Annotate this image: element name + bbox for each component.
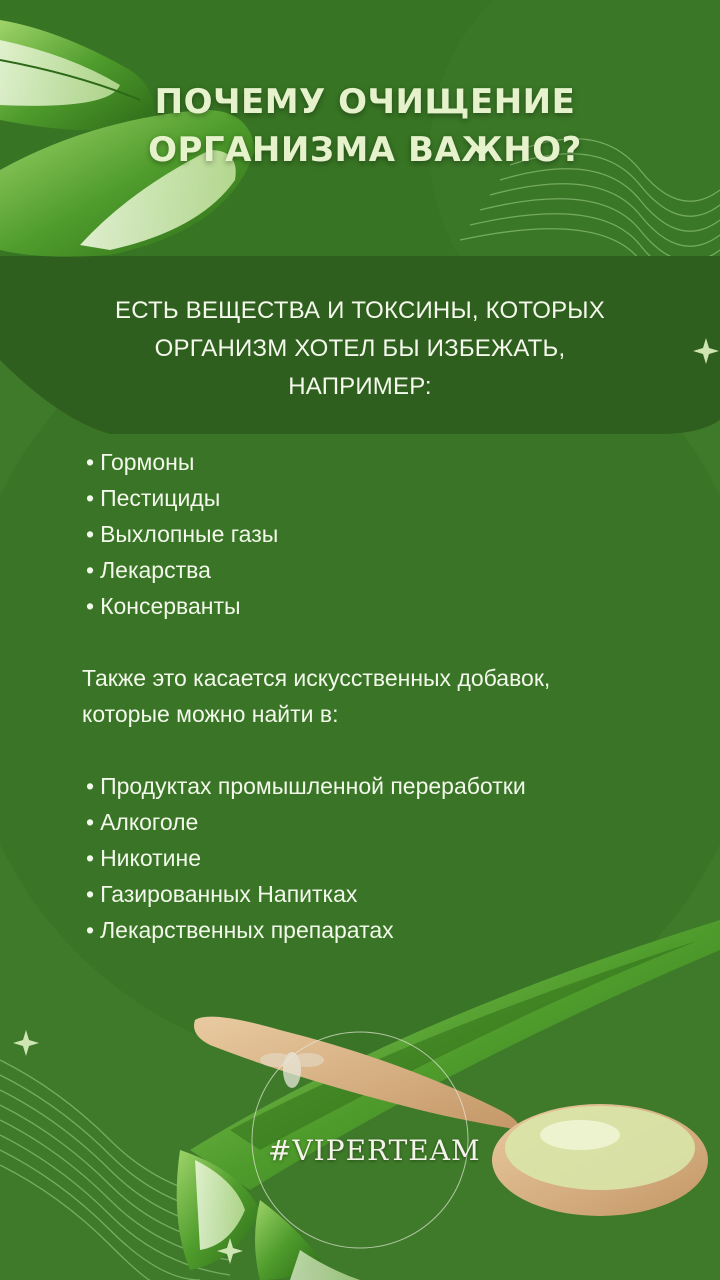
- bullet: •: [86, 593, 95, 619]
- list-item: • Консерванты: [86, 593, 241, 619]
- additives-list: [86, 768, 526, 948]
- bullet: •: [86, 809, 95, 835]
- bullet: •: [86, 917, 95, 943]
- additives-paragraph: [82, 660, 682, 732]
- list-item: • Алкоголе: [86, 809, 199, 835]
- list-item: • Газированных Напитках: [86, 881, 358, 907]
- bullet: •: [86, 557, 95, 583]
- list-item: • Лекарственных препаратах: [86, 917, 394, 943]
- page-title: [60, 78, 670, 174]
- list-item: • Гормоны: [86, 449, 195, 475]
- bullet: •: [86, 485, 95, 511]
- paragraph-line: которые можно найти в:: [82, 701, 339, 727]
- paragraph-line: Также это касается искусственных добавок,: [82, 665, 551, 691]
- list-item: • Лекарства: [86, 557, 211, 583]
- watermark-logo: #VIPERTEAM: [268, 1134, 481, 1167]
- list-item: • Пестициды: [86, 485, 221, 511]
- title-line-1: ПОЧЕМУ ОЧИЩЕНИЕ: [154, 82, 576, 122]
- list-item: • Продуктах промышленной переработки: [86, 773, 526, 799]
- bullet: •: [86, 881, 95, 907]
- subtitle-line: НАПРИМЕР:: [288, 373, 432, 400]
- bullet: •: [86, 449, 95, 475]
- subtitle-line: ОРГАНИЗМ ХОТЕЛ БЫ ИЗБЕЖАТЬ,: [154, 335, 566, 362]
- title-line-2: ОРГАНИЗМА ВАЖНО?: [148, 130, 582, 170]
- subtitle: [80, 292, 640, 406]
- bullet: •: [86, 521, 95, 547]
- toxins-list: [86, 444, 278, 624]
- bullet: •: [86, 773, 95, 799]
- bullet: •: [86, 845, 95, 871]
- list-item: • Выхлопные газы: [86, 521, 279, 547]
- list-item: • Никотине: [86, 845, 202, 871]
- subtitle-line: ЕСТЬ ВЕЩЕСТВА И ТОКСИНЫ, КОТОРЫХ: [115, 297, 605, 324]
